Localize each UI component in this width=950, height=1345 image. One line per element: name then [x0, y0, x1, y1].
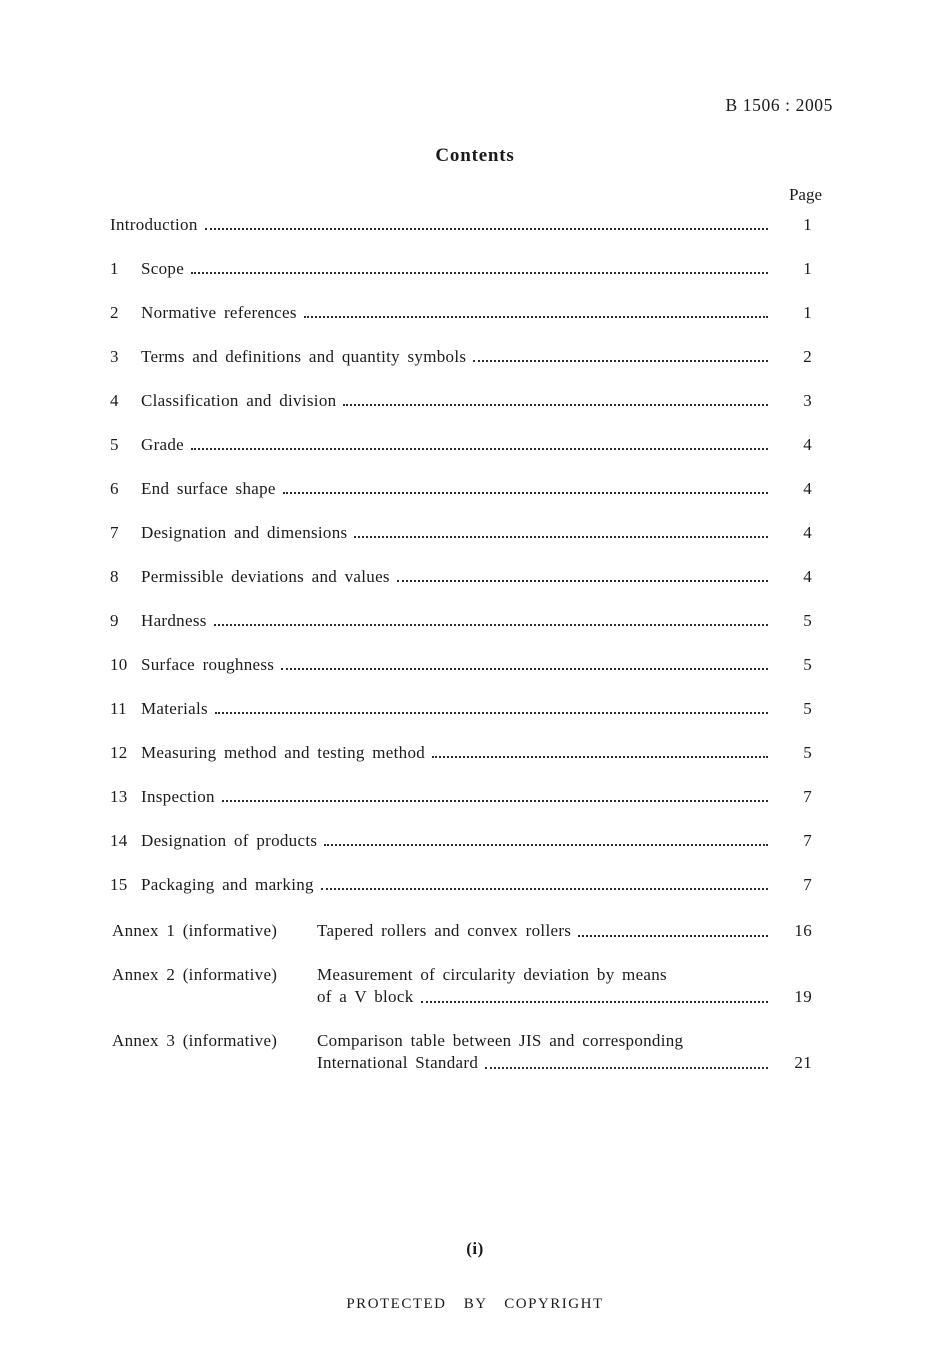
- contents-title: Contents: [435, 145, 515, 166]
- toc-entry: [110, 788, 812, 806]
- toc-entry-title: Classification and division: [141, 391, 337, 410]
- toc-entry-number: 13: [110, 787, 128, 806]
- annex-entry-line1: Comparison table between JIS and corresponding: [317, 1031, 684, 1050]
- toc-entry: [110, 348, 812, 366]
- toc-entry-title: Grade: [141, 435, 185, 454]
- toc-entry-title: Inspection: [141, 787, 215, 806]
- toc-entry-number: 5: [110, 435, 119, 454]
- annex-entry-label: Annex 2 (informative): [112, 965, 278, 984]
- annex-entry-line1: Measurement of circularity deviation by means: [317, 965, 667, 984]
- dot-leader: [215, 712, 768, 714]
- annex-entry: [112, 1030, 812, 1074]
- toc-entry-title: Scope: [141, 259, 185, 278]
- toc-entry: [110, 304, 812, 322]
- dot-leader: [283, 492, 768, 494]
- dot-leader: [214, 624, 768, 626]
- copyright-notice: PROTECTED BY COPYRIGHT: [346, 1296, 604, 1312]
- dot-leader: [473, 360, 768, 362]
- toc-entry-number: 4: [110, 391, 119, 410]
- toc-entry-title: End surface shape: [141, 479, 276, 498]
- toc-entry: [110, 480, 812, 498]
- toc-entry-page: 7: [803, 787, 812, 806]
- page-column-label: Page: [788, 185, 822, 204]
- annex-entry-label: Annex 3 (informative): [112, 1031, 278, 1050]
- annex-entry-title: Tapered rollers and convex rollers: [317, 921, 572, 940]
- dot-leader: [421, 1001, 769, 1003]
- annex-entry-title: of a V block: [317, 987, 414, 1006]
- dot-leader: [205, 228, 768, 230]
- toc-entry-page: 7: [803, 875, 812, 894]
- toc-entry-number: 11: [110, 699, 127, 718]
- toc-entry-title: Materials: [141, 699, 208, 718]
- toc-entry-number: 6: [110, 479, 119, 498]
- toc-entry-page: 1: [803, 215, 812, 234]
- toc-entry-title: Hardness: [141, 611, 207, 630]
- annex-entry-title: International Standard: [317, 1053, 479, 1072]
- annex-entry: [112, 964, 812, 1008]
- document-code: B 1506 : 2005: [725, 95, 833, 115]
- annex-entry-page: 19: [794, 987, 812, 1006]
- toc-entry-title: Terms and definitions and quantity symbols: [141, 347, 467, 366]
- toc-entry-page: 5: [803, 743, 812, 762]
- annex-entry-content: [317, 964, 812, 1008]
- toc-entry-page: 5: [803, 655, 812, 674]
- toc-entry-page: 5: [803, 699, 812, 718]
- dot-leader: [397, 580, 768, 582]
- toc-entry-page: 7: [803, 831, 812, 850]
- toc-entry-number: 1: [110, 259, 119, 278]
- dot-leader: [222, 800, 768, 802]
- toc-entry: [110, 832, 812, 850]
- annex-list: [112, 920, 812, 1096]
- toc-entry-page: 2: [803, 347, 812, 366]
- annex-entry-page: 21: [794, 1053, 812, 1072]
- toc-entry-number: 9: [110, 611, 119, 630]
- dot-leader: [343, 404, 768, 406]
- toc-entry: [110, 656, 812, 674]
- toc-entry: [110, 436, 812, 454]
- toc-entry-page: 4: [803, 523, 812, 542]
- toc-entry-number: 10: [110, 655, 128, 674]
- toc-entry-number: 7: [110, 523, 119, 542]
- toc-entry-title: Designation and dimensions: [141, 523, 348, 542]
- dot-leader: [321, 888, 768, 890]
- toc-entry-number: 8: [110, 567, 119, 586]
- toc-entry-title: Packaging and marking: [141, 875, 314, 894]
- dot-leader: [354, 536, 768, 538]
- annex-entry-lastline: [317, 920, 812, 942]
- toc-entry: [110, 524, 812, 542]
- dot-leader: [281, 668, 768, 670]
- toc-entry-title: Permissible deviations and values: [141, 567, 390, 586]
- annex-entry-lastline: [317, 1052, 812, 1074]
- dot-leader: [304, 316, 768, 318]
- toc-entry-number: 14: [110, 831, 128, 850]
- toc-entry-number: 3: [110, 347, 119, 366]
- toc-entry-page: 4: [803, 479, 812, 498]
- toc-entry: [110, 392, 812, 410]
- toc-entry-page: 1: [803, 259, 812, 278]
- toc-entry: [110, 876, 812, 894]
- dot-leader: [191, 272, 768, 274]
- toc-entry-title: Surface roughness: [141, 655, 275, 674]
- annex-entry-page: 16: [794, 921, 812, 940]
- annex-entry-label: Annex 1 (informative): [112, 921, 278, 940]
- toc-entry: [110, 568, 812, 586]
- toc-entry-title: Introduction: [110, 215, 198, 234]
- toc-entry: [110, 744, 812, 762]
- annex-entry-lastline: [317, 986, 812, 1008]
- toc-entry-number: 12: [110, 743, 128, 762]
- annex-entry: [112, 920, 812, 942]
- toc-entry-title: Normative references: [141, 303, 297, 322]
- dot-leader: [578, 935, 768, 937]
- toc-entry: [110, 700, 812, 718]
- dot-leader: [432, 756, 768, 758]
- toc-entry-title: Designation of products: [141, 831, 318, 850]
- toc-entry-page: 4: [803, 567, 812, 586]
- dot-leader: [191, 448, 768, 450]
- toc-entry-page: 1: [803, 303, 812, 322]
- roman-page-number: (i): [466, 1239, 484, 1258]
- toc-entry-number: 2: [110, 303, 119, 322]
- toc-entry: [110, 260, 812, 278]
- dot-leader: [485, 1067, 768, 1069]
- toc-entry: [110, 612, 812, 630]
- toc-entry-page: 3: [803, 391, 812, 410]
- annex-entry-content: [317, 920, 812, 942]
- dot-leader: [324, 844, 768, 846]
- table-of-contents: [110, 216, 812, 920]
- toc-entry-title: Measuring method and testing method: [141, 743, 426, 762]
- annex-entry-content: [317, 1030, 812, 1074]
- toc-entry-page: 4: [803, 435, 812, 454]
- toc-entry-number: 15: [110, 875, 128, 894]
- toc-entry-page: 5: [803, 611, 812, 630]
- toc-entry: [110, 216, 812, 234]
